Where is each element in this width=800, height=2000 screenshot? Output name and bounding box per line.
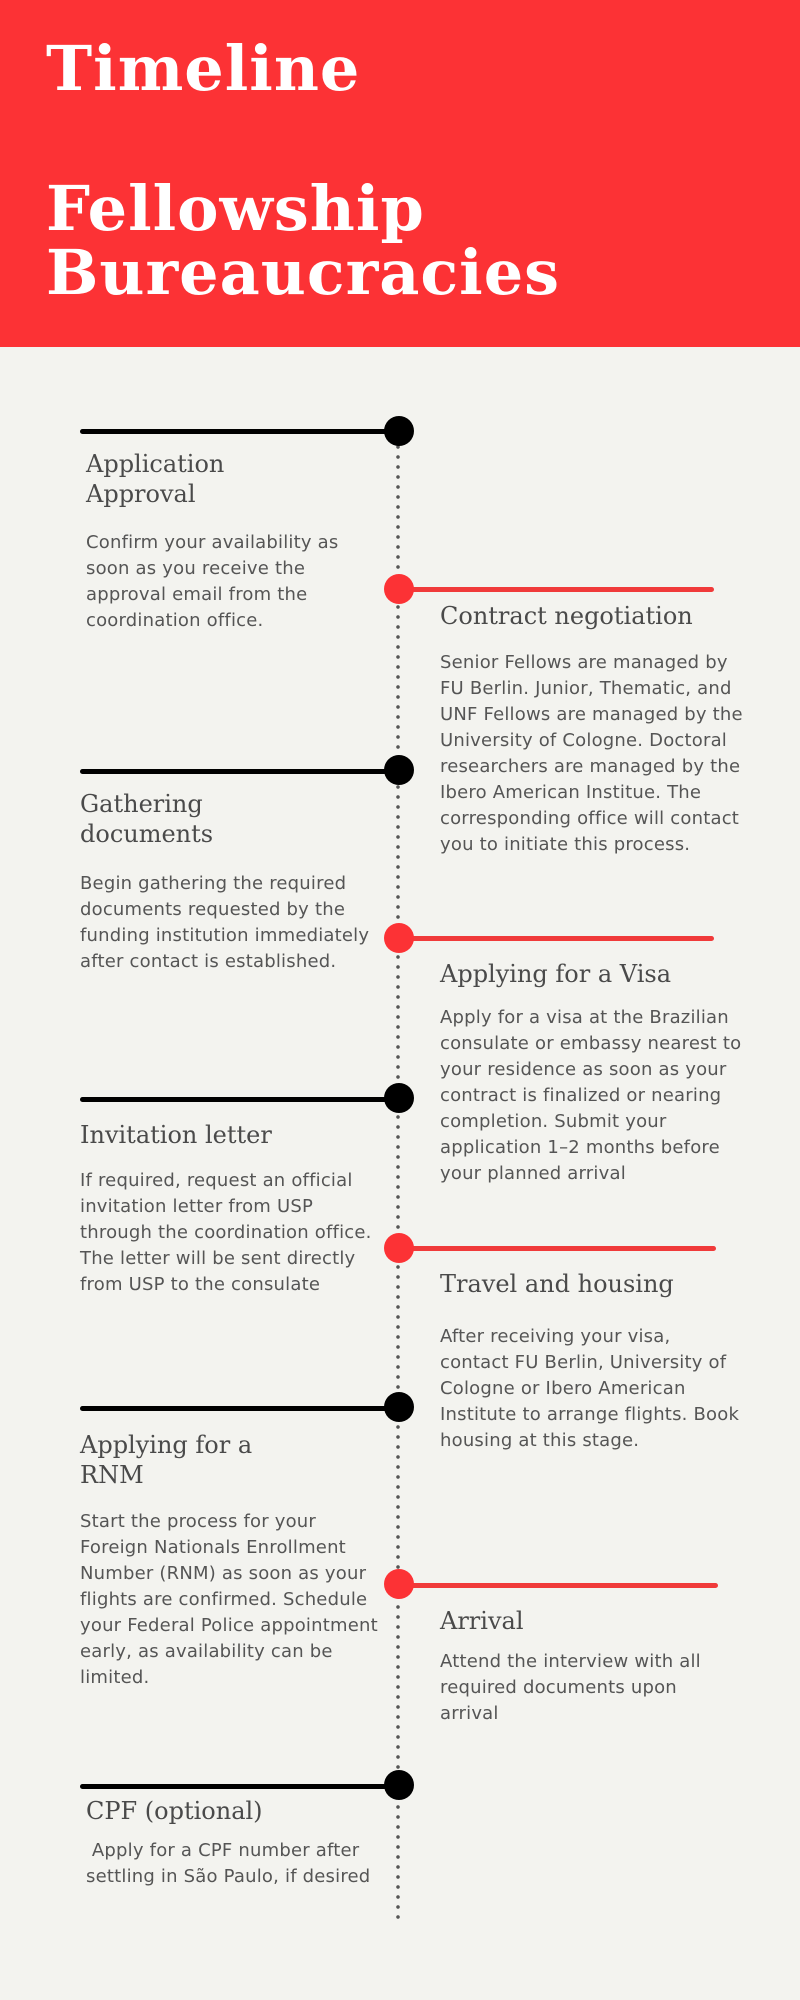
timeline-spine [396, 432, 400, 1920]
step-connector-line [396, 1246, 716, 1251]
step-marker-dot [384, 923, 414, 953]
step-desc-application-approval: Confirm your availability as soon as you receive the approval email from the coordination office. [86, 532, 339, 631]
step-desc-arrival: Attend the interview with all required documents upon arrival [440, 1651, 701, 1724]
step-marker-dot [384, 416, 414, 446]
header-title-bureaucracies: Bureaucracies [46, 236, 561, 309]
step-marker-dot [384, 1770, 414, 1800]
step-title-gathering-documents: Gathering documents [80, 790, 214, 848]
step-marker-dot [384, 1233, 414, 1263]
step-title-applying-for-rnm: Applying for a RNM [80, 1431, 253, 1489]
step-connector-line [80, 1097, 400, 1102]
step-title-application-approval: Application Approval [86, 450, 225, 508]
step-connector-line [80, 1784, 400, 1789]
step-desc-cpf-optional: Apply for a CPF number after settling in São Paulo, if desired [86, 1840, 371, 1887]
step-marker-dot [384, 1083, 414, 1113]
step-title-applying-for-visa: Applying for a Visa [440, 960, 671, 988]
step-marker-dot [384, 574, 414, 604]
step-title-cpf-optional: CPF (optional) [86, 1797, 263, 1825]
step-title-travel-and-housing: Travel and housing [440, 1270, 674, 1298]
step-title-invitation-letter: Invitation letter [80, 1121, 272, 1149]
step-desc-applying-for-rnm: Start the process for your Foreign Nationals Enrollment Number (RNM) as soon as your flights are confirmed. Schedule your Federal Police appointment early, as availability can be limited. [80, 1511, 378, 1688]
step-desc-gathering-documents: Begin gathering the required documents requested by the funding institution immediately after contact is established. [80, 873, 370, 972]
step-connector-line [80, 429, 400, 434]
step-desc-applying-for-visa: Apply for a visa at the Brazilian consulate or embassy nearest to your residence as soon as your contract is finalized or nearing completion. Submit your application 1–2 months before your planned arrival [440, 1007, 742, 1184]
step-desc-travel-and-housing: After receiving your visa, contact FU Berlin, University of Cologne or Ibero American Institute to arrange flights. Book housing at this stage. [440, 1326, 740, 1451]
step-connector-line [396, 936, 714, 941]
step-connector-line [396, 1583, 718, 1588]
step-title-arrival: Arrival [440, 1607, 524, 1635]
step-marker-dot [384, 1392, 414, 1422]
step-desc-invitation-letter: If required, request an official invitation letter from USP through the coordination office. The letter will be sent directly from USP to the consulate [80, 1170, 372, 1295]
step-desc-contract-negotiation: Senior Fellows are managed by FU Berlin. Junior, Thematic, and UNF Fellows are managed by the University of Cologne. Doctoral researchers are managed by the Ibero American Institue. The corresponding office will contact you to initiate this process. [440, 652, 743, 855]
step-connector-line [80, 1406, 400, 1411]
header-banner [0, 0, 800, 347]
step-marker-dot [384, 1569, 414, 1599]
header-title-timeline: Timeline [46, 32, 361, 105]
step-marker-dot [384, 755, 414, 785]
header-title-fellowship: Fellowship [46, 172, 425, 245]
step-title-contract-negotiation: Contract negotiation [440, 602, 693, 630]
step-connector-line [396, 587, 714, 592]
step-connector-line [80, 769, 400, 774]
